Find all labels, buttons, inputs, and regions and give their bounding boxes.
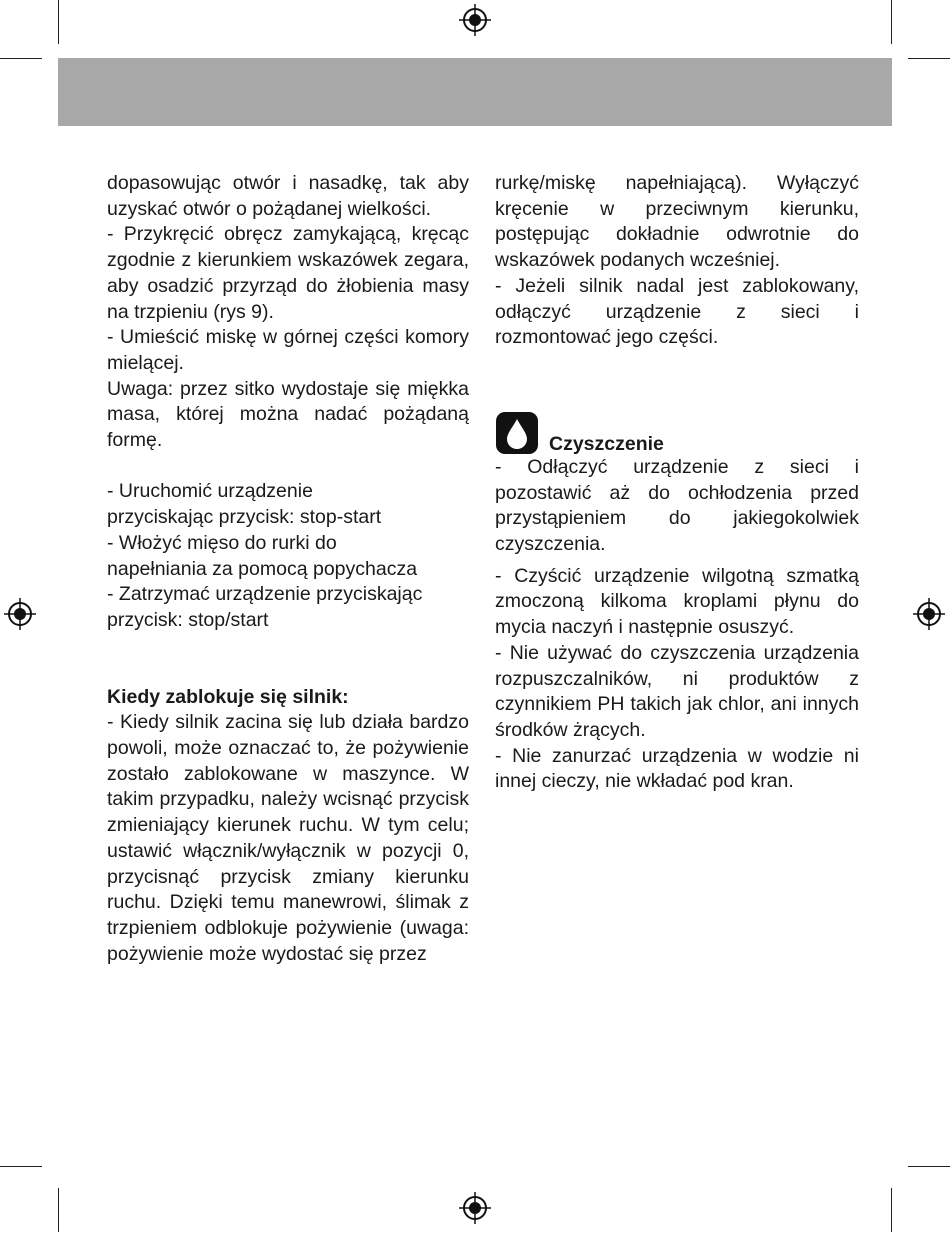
paragraph: - Zatrzymać urządzenie przyciskając [107,583,423,606]
right-column [495,171,859,795]
registration-mark-icon [459,1192,491,1224]
paragraph: przyciskając przycisk: stop-start [107,506,382,529]
crop-mark [0,1166,42,1167]
paragraph: - Umieścić miskę w górnej części komory mielącej. [107,326,469,374]
crop-mark [908,58,950,59]
crop-mark [908,1166,950,1167]
water-drop-icon [495,411,539,455]
cleaning-title: Czyszczenie [549,432,664,455]
paragraph: - Czyścić urządzenie wilgotną szmatką zmoczoną kilkoma kroplami płynu do mycia naczyń i następnie osuszyć. [495,564,859,639]
paragraph: napełniania za pomocą popychacza [107,557,418,580]
paragraph: przycisk: stop/start [107,608,269,631]
paragraph: rurkę/miskę napełniającą). Wyłączyć kręcenie w przeciwnym kierunku, postępując dokładnie odwrotnie do wskazówek podanych wcześniej. [495,172,859,272]
paragraph: dopasowując otwór i nasadkę, tak aby uzyskać otwór o pożądanej wielkości. [107,172,469,220]
paragraph: - Nie zanurzać urządzenia w wodzie ni innej cieczy, nie wkładać pod kran. [495,744,859,793]
section-heading: Kiedy zablokuje się silnik: [107,685,349,708]
paragraph: - Włożyć mięso do rurki do [107,531,337,554]
registration-mark-icon [4,598,36,630]
crop-mark [58,0,59,44]
paragraph: - Odłączyć urządzenie z sieci i pozostawić aż do ochłodzenia przed przystąpieniem do jakiegokolwiek czyszczenia. [495,455,859,556]
header-bar [58,58,892,126]
registration-mark-icon [459,4,491,36]
crop-mark [0,58,42,59]
paragraph: - Jeżeli silnik nadal jest zablokowany, odłączyć urządzenie z sieci i rozmontować jego części. [495,274,859,349]
paragraph: - Przykręcić obręcz zamykającą, kręcąc zgodnie z kierunkiem wskazówek zegara, aby osadzić przyrząd do żłobienia masy na trzpieniu (rys 9). [107,223,469,323]
cleaning-heading [495,411,859,455]
paragraph: Uwaga: przez sitko wydostaje się miękka masa, której można nadać pożądaną formę. [107,377,469,452]
paragraph: - Uruchomić urządzenie [107,480,313,503]
crop-mark [58,1188,59,1232]
left-column [107,171,469,967]
crop-mark [891,0,892,44]
crop-mark [891,1188,892,1232]
registration-mark-icon [913,598,945,630]
paragraph: - Nie używać do czyszczenia urządzenia rozpuszczalników, ni produktów z czynnikiem PH takich jak chlor, ani innych środków żrących. [495,641,859,741]
paragraph: - Kiedy silnik zacina się lub działa bardzo powoli, może oznaczać to, że pożywienie zostało zablokowane w maszynce. W takim przypadku, należy wcisnąć przycisk zmieniający kierunek ruchu. W tym celu; ustawić włącznik/wyłącznik w pozycji 0, przycisnąć przycisk zmiany kierunku ruchu. Dzięki temu manewrowi, ślimak z trzpieniem odblokuje pożywienie (uwaga: pożywienie może wydostać się przez [107,711,469,965]
